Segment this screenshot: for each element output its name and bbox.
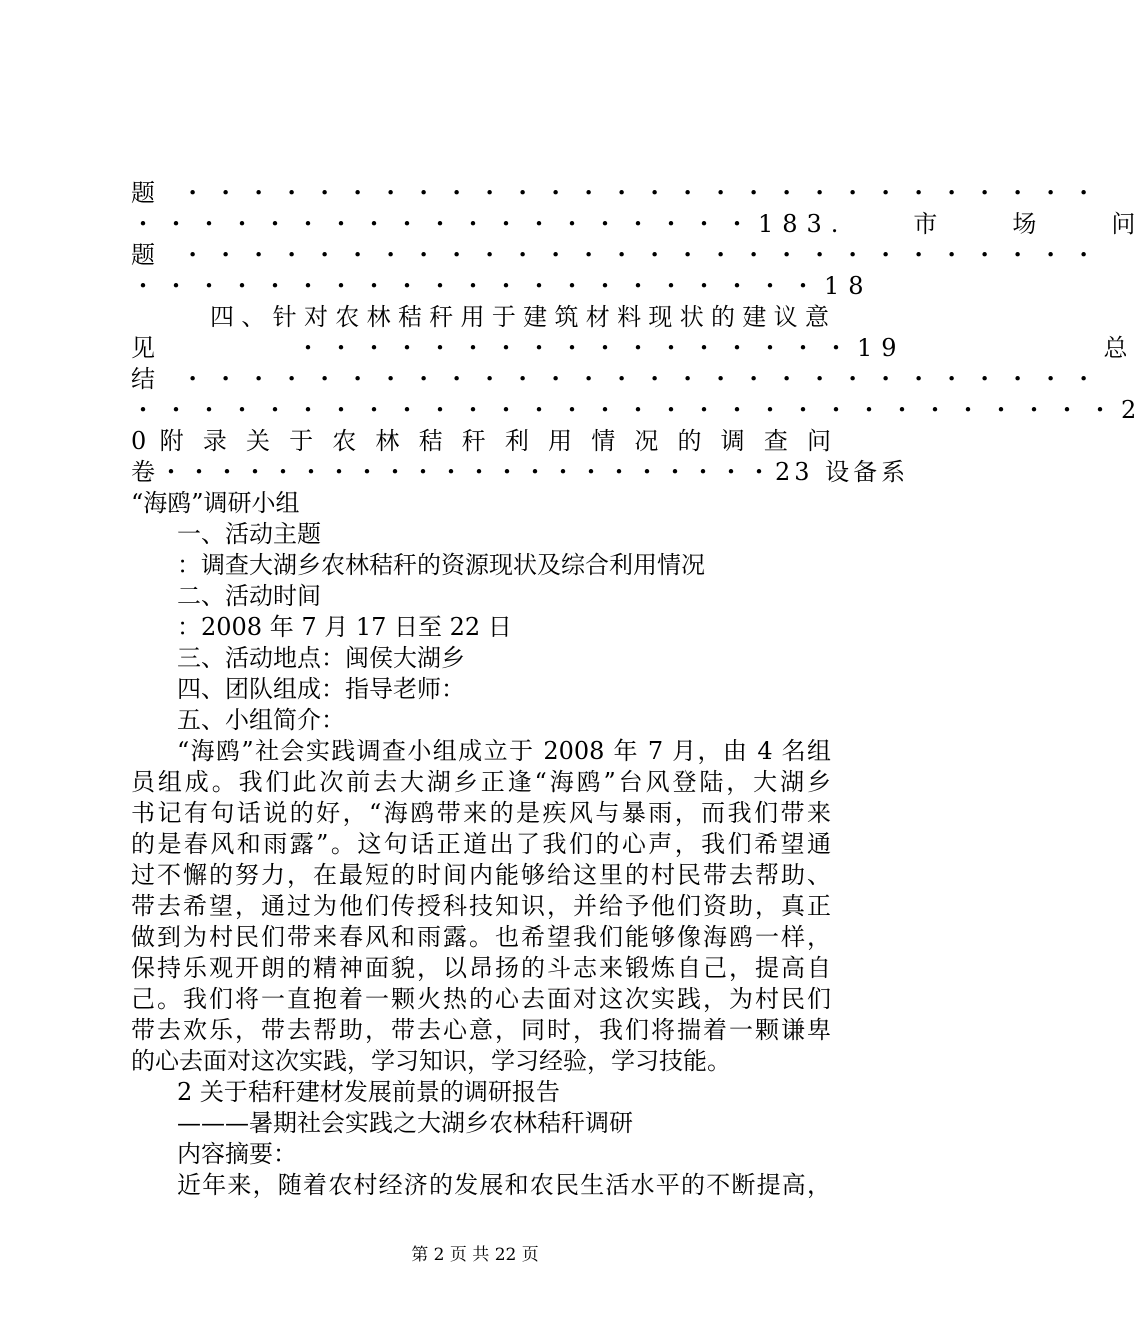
toc-line: 结 ・・・・・・・・・・・・・・・・・・・・・・・・・・・・ — [131, 365, 1105, 393]
toc-line: 卷・・・・・・・・・・・・・・・・・・・・・・23 设备系 — [131, 458, 910, 486]
toc-line: ・・・・・・・・・・・・・・・・・・・183. 市 场 问 — [131, 210, 1145, 238]
report-title: 2 关于秸秆建材发展前景的调研报告 — [177, 1078, 560, 1106]
page-footer: 第 2 页 共 22 页 — [411, 1245, 539, 1265]
toc-line: 见 ・・・・・・・・・・・・・・・・・19 总 — [131, 334, 1137, 362]
intro-line: 的是春风和雨露”。这句话正道出了我们的心声，我们希望通 — [131, 830, 831, 858]
toc-line: 0 附 录 关 于 农 林 秸 秆 利 用 情 况 的 调 查 问 — [131, 427, 831, 455]
intro-line: 过不懈的努力，在最短的时间内能够给这里的村民带去帮助、 — [131, 861, 831, 889]
toc-line: ・・・・・・・・・・・・・・・・・・・・・18 — [131, 272, 873, 300]
intro-line: 做到为村民们带来春风和雨露。也希望我们能够像海鸥一样， — [131, 923, 831, 951]
intro-line: 员组成。我们此次前去大湖乡正逢“海鸥”台风登陆，大湖乡 — [131, 768, 831, 796]
intro-line: 己。我们将一直抱着一颗火热的心去面对这次实践，为村民们 — [131, 985, 831, 1013]
abstract-line: 近年来，随着农村经济的发展和农民生活水平的不断提高， — [177, 1171, 831, 1199]
team-line: 四、团队组成：指导老师： — [177, 675, 465, 703]
group-name: “海鸥”调研小组 — [131, 489, 300, 517]
theme-value: ：调查大湖乡农林秸秆的资源现状及综合利用情况 — [177, 551, 705, 579]
time-value: ：2008 年 7 月 17 日至 22 日 — [177, 613, 512, 641]
intro-line: 书记有句话说的好，“海鸥带来的是疾风与暴雨，而我们带来 — [131, 799, 831, 827]
intro-line: 的心去面对这次实践，学习知识，学习经验，学习技能。 — [131, 1047, 731, 1075]
time-heading: 二、活动时间 — [177, 582, 321, 610]
intro-heading: 五、小组简介： — [177, 706, 345, 734]
place-line: 三、活动地点：闽侯大湖乡 — [177, 644, 465, 672]
intro-line: “海鸥”社会实践调查小组成立于 2008 年 7 月，由 4 名组 — [177, 737, 831, 765]
toc-line: 题 ・・・・・・・・・・・・・・・・・・・・・・・・・・・・ — [131, 179, 1105, 207]
intro-line: 带去欢乐，带去帮助，带去心意，同时，我们将揣着一颗谦卑 — [131, 1016, 831, 1044]
intro-line: 保持乐观开朗的精神面貌，以昂扬的斗志来锻炼自己，提高自 — [131, 954, 831, 982]
report-subtitle: ———暑期社会实践之大湖乡农林秸秆调研 — [177, 1109, 633, 1137]
intro-line: 带去希望，通过为他们传授科技知识，并给予他们资助，真正 — [131, 892, 831, 920]
abstract-heading: 内容摘要： — [177, 1140, 297, 1168]
toc-line: ・・・・・・・・・・・・・・・・・・・・・・・・・・・・・・2 — [131, 396, 1145, 424]
toc-line: 题 ・・・・・・・・・・・・・・・・・・・・・・・・・・・・ — [131, 241, 1105, 269]
theme-heading: 一、活动主题 — [177, 520, 321, 548]
toc-line: 四、针对农林秸秆用于建筑材料现状的建议意 — [210, 303, 831, 331]
